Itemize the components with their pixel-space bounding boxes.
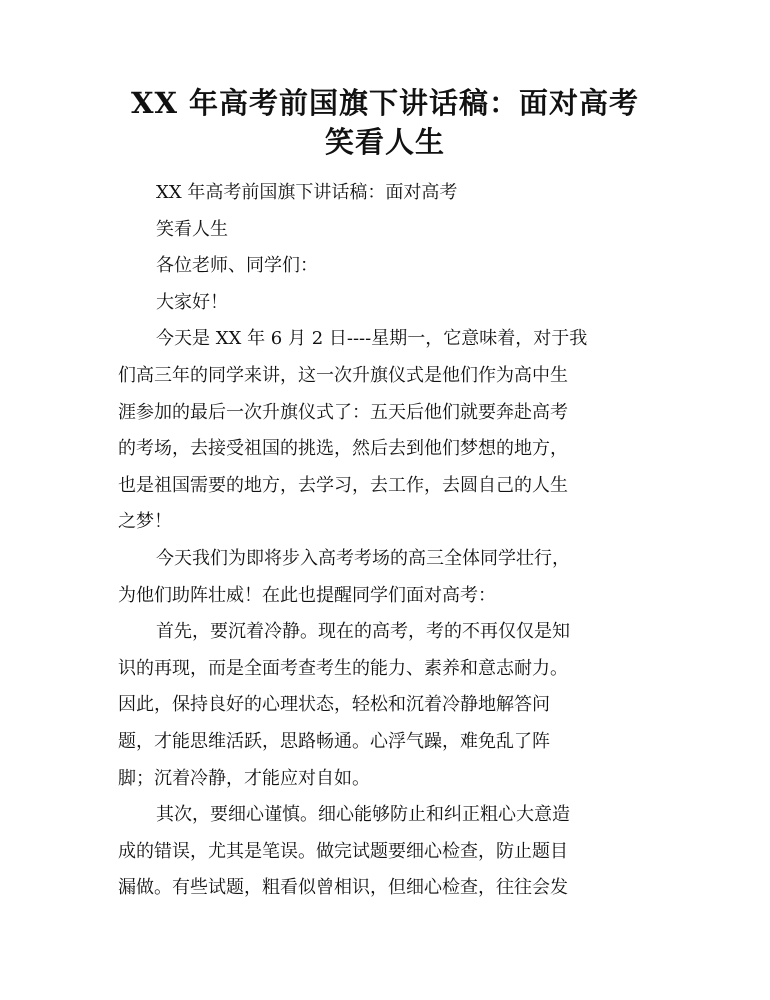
text-line: 之梦！ bbox=[118, 511, 172, 533]
paragraph bbox=[118, 541, 658, 614]
text-line: 漏做。有些试题，粗看似曾相识，但细心检查，往往会发 bbox=[118, 877, 568, 899]
text-line: 因此，保持良好的心理状态，轻松和沉着冷静地解答问 bbox=[118, 694, 550, 716]
text-line: 涯参加的最后一次升旗仪式了：五天后他们就要奔赴高考 bbox=[118, 401, 568, 423]
title-line: XX 年高考前国旗下讲话稿：面对高考 bbox=[130, 86, 640, 120]
document-title bbox=[90, 84, 680, 162]
text-line: 们高三年的同学来讲，这一次升旗仪式是他们作为高中生 bbox=[118, 364, 568, 386]
text-line: 也是祖国需要的地方，去学习，去工作，去圆自己的人生 bbox=[118, 474, 568, 496]
paragraph bbox=[118, 212, 658, 249]
text-line: 大家好！ bbox=[156, 291, 228, 313]
paragraph bbox=[118, 248, 658, 285]
document-body bbox=[118, 175, 658, 907]
text-line: 首先，要沉着冷静。现在的高考，考的不再仅仅是知 bbox=[156, 621, 570, 643]
text-line: 脚；沉着冷静，才能应对自如。 bbox=[118, 767, 370, 789]
text-line: 各位老师、同学们： bbox=[156, 255, 318, 277]
text-line: 今天是 XX 年 6 月 2 日----星期一，它意味着，对于我 bbox=[156, 328, 588, 350]
text-line: XX 年高考前国旗下讲话稿：面对高考 bbox=[156, 182, 458, 203]
text-line: 成的错误，尤其是笔误。做完试题要细心检查，防止题目 bbox=[118, 840, 568, 862]
text-line: 的考场，去接受祖国的挑选，然后去到他们梦想的地方， bbox=[118, 438, 568, 460]
text-line: 今天我们为即将步入高考考场的高三全体同学壮行， bbox=[156, 547, 570, 569]
paragraph bbox=[118, 797, 658, 907]
paragraph bbox=[118, 321, 658, 541]
paragraph bbox=[118, 285, 658, 322]
text-line: 笑看人生 bbox=[156, 218, 228, 240]
text-line: 识的再现，而是全面考查考生的能力、素养和意志耐力。 bbox=[118, 657, 568, 679]
paragraph bbox=[118, 614, 658, 797]
text-line: 其次，要细心谨慎。细心能够防止和纠正粗心大意造 bbox=[156, 804, 570, 826]
title-line: 笑看人生 bbox=[324, 125, 445, 159]
text-line: 题，才能思维活跃，思路畅通。心浮气躁，难免乱了阵 bbox=[118, 730, 550, 752]
paragraph bbox=[118, 175, 658, 212]
text-line: 为他们助阵壮威！在此也提醒同学们面对高考： bbox=[118, 584, 496, 606]
